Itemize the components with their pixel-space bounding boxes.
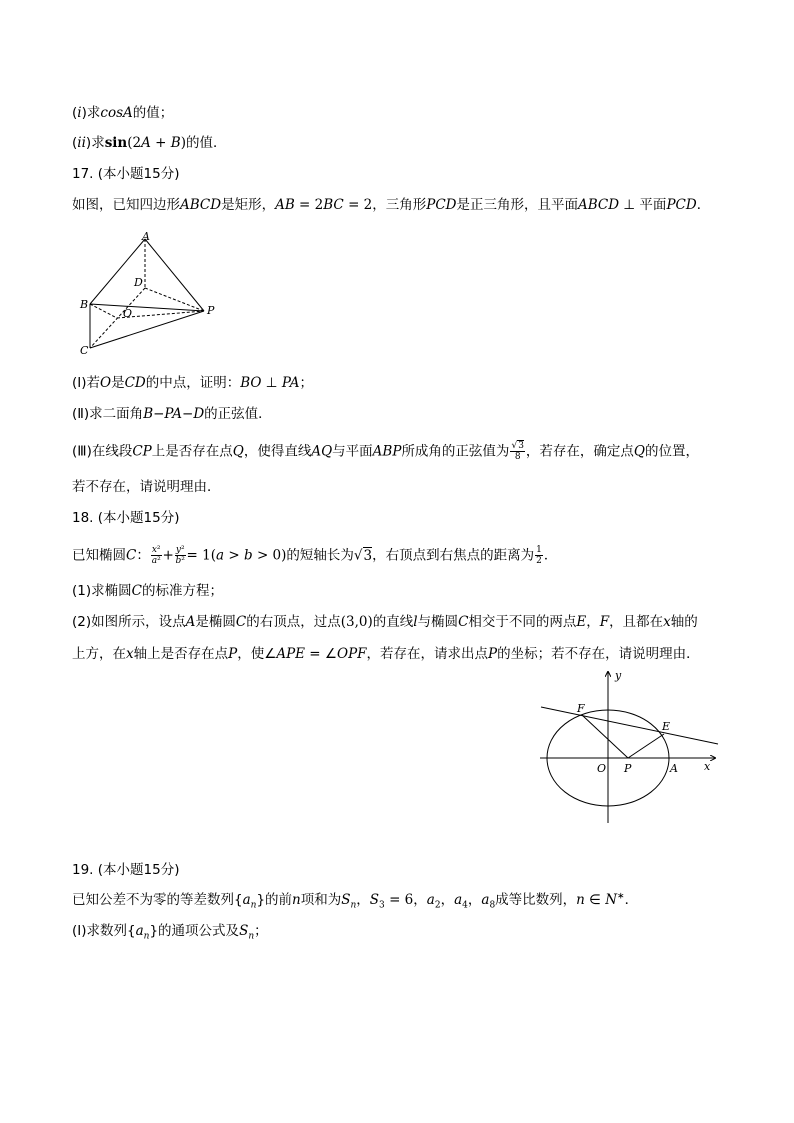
q18-part-1: (1)求椭圆C的标准方程；	[72, 583, 223, 599]
label-D: D	[134, 276, 143, 289]
segment-PE	[628, 734, 664, 758]
q17-part-3a: (Ⅲ)在线段CP上是否存在点Q，使得直线AQ与平面ABP所成角的正弦值为 $\frac{√3}{8}$ ，若存在，确定点Q的位置，	[72, 441, 699, 462]
q18-stem: 已知椭圆C： $\frac{\text{x²}}{\text{a²}}$ + $\frac{\text{y²}}{\text{b²}}$ = 1(a > b > 0)的短轴长为√3，右顶点到右焦点的距离为 $\frac{1}{2}$ ．	[72, 545, 558, 566]
label-O: O	[123, 307, 133, 320]
q18-part-2b: 上方，在x轴上是否存在点P，使∠APE = ∠OPF，若存在，请求出点P的坐标；若不存在，请说明理由．	[72, 646, 700, 662]
label-O: O	[597, 762, 607, 775]
label-C: C	[80, 344, 89, 357]
label-P: P	[207, 304, 215, 317]
q17-stem: 如图，已知四边形ABCD是矩形，AB = 2BC = 2，三角形PCD是正三角形，且平面ABCD ⊥ 平面PCD．	[72, 197, 711, 213]
edge-BO	[90, 304, 117, 318]
label-E: E	[662, 720, 671, 733]
q17-part-3b: 若不存在，请说明理由．	[72, 479, 221, 495]
label-x: x	[704, 760, 711, 773]
q16-part-i: (i)求cosA的值；	[72, 105, 174, 121]
q16-part-ii: (ii)求sin(2A + B)的值．	[72, 135, 227, 151]
q18-figure	[535, 668, 725, 828]
label-F: F	[577, 702, 585, 715]
edge-BP	[90, 304, 204, 311]
segment-PF	[582, 715, 628, 758]
q19-stem: 已知公差不为零的等差数列$\{a_n\}$的前n项和为$S_n$，$S_3 = 6$，$a_2$，$a_4$，$a_8$成等比数列，n ∈ N∗．	[72, 891, 639, 911]
q17-part-1: (Ⅰ)若O是CD的中点，证明：BO ⊥ PA；	[72, 375, 313, 391]
q18-header: 18. (本小题15分)	[72, 510, 180, 526]
edge-AP	[145, 239, 204, 311]
label-y: y	[615, 669, 622, 682]
label-P: P	[624, 762, 632, 775]
q17-figure	[72, 230, 232, 360]
q19-header: 19. (本小题15分)	[72, 862, 180, 878]
q19-part-1: (Ⅰ)求数列$\{a_n\}$的通项公式及$S_n$；	[72, 923, 268, 942]
q18-part-2a: (2)如图所示，设点A是椭圆C的右顶点，过点(3,0)的直线l与椭圆C相交于不同的两点E，F，且都在x轴的	[72, 614, 698, 630]
q17-header: 17. (本小题15分)	[72, 166, 180, 182]
label-A: A	[670, 762, 678, 775]
edge-AB	[90, 239, 145, 304]
q17-part-2: (Ⅱ)求二面角B−PA−D的正弦值．	[72, 406, 272, 422]
label-B: B	[80, 298, 89, 311]
label-A: A	[142, 230, 150, 243]
